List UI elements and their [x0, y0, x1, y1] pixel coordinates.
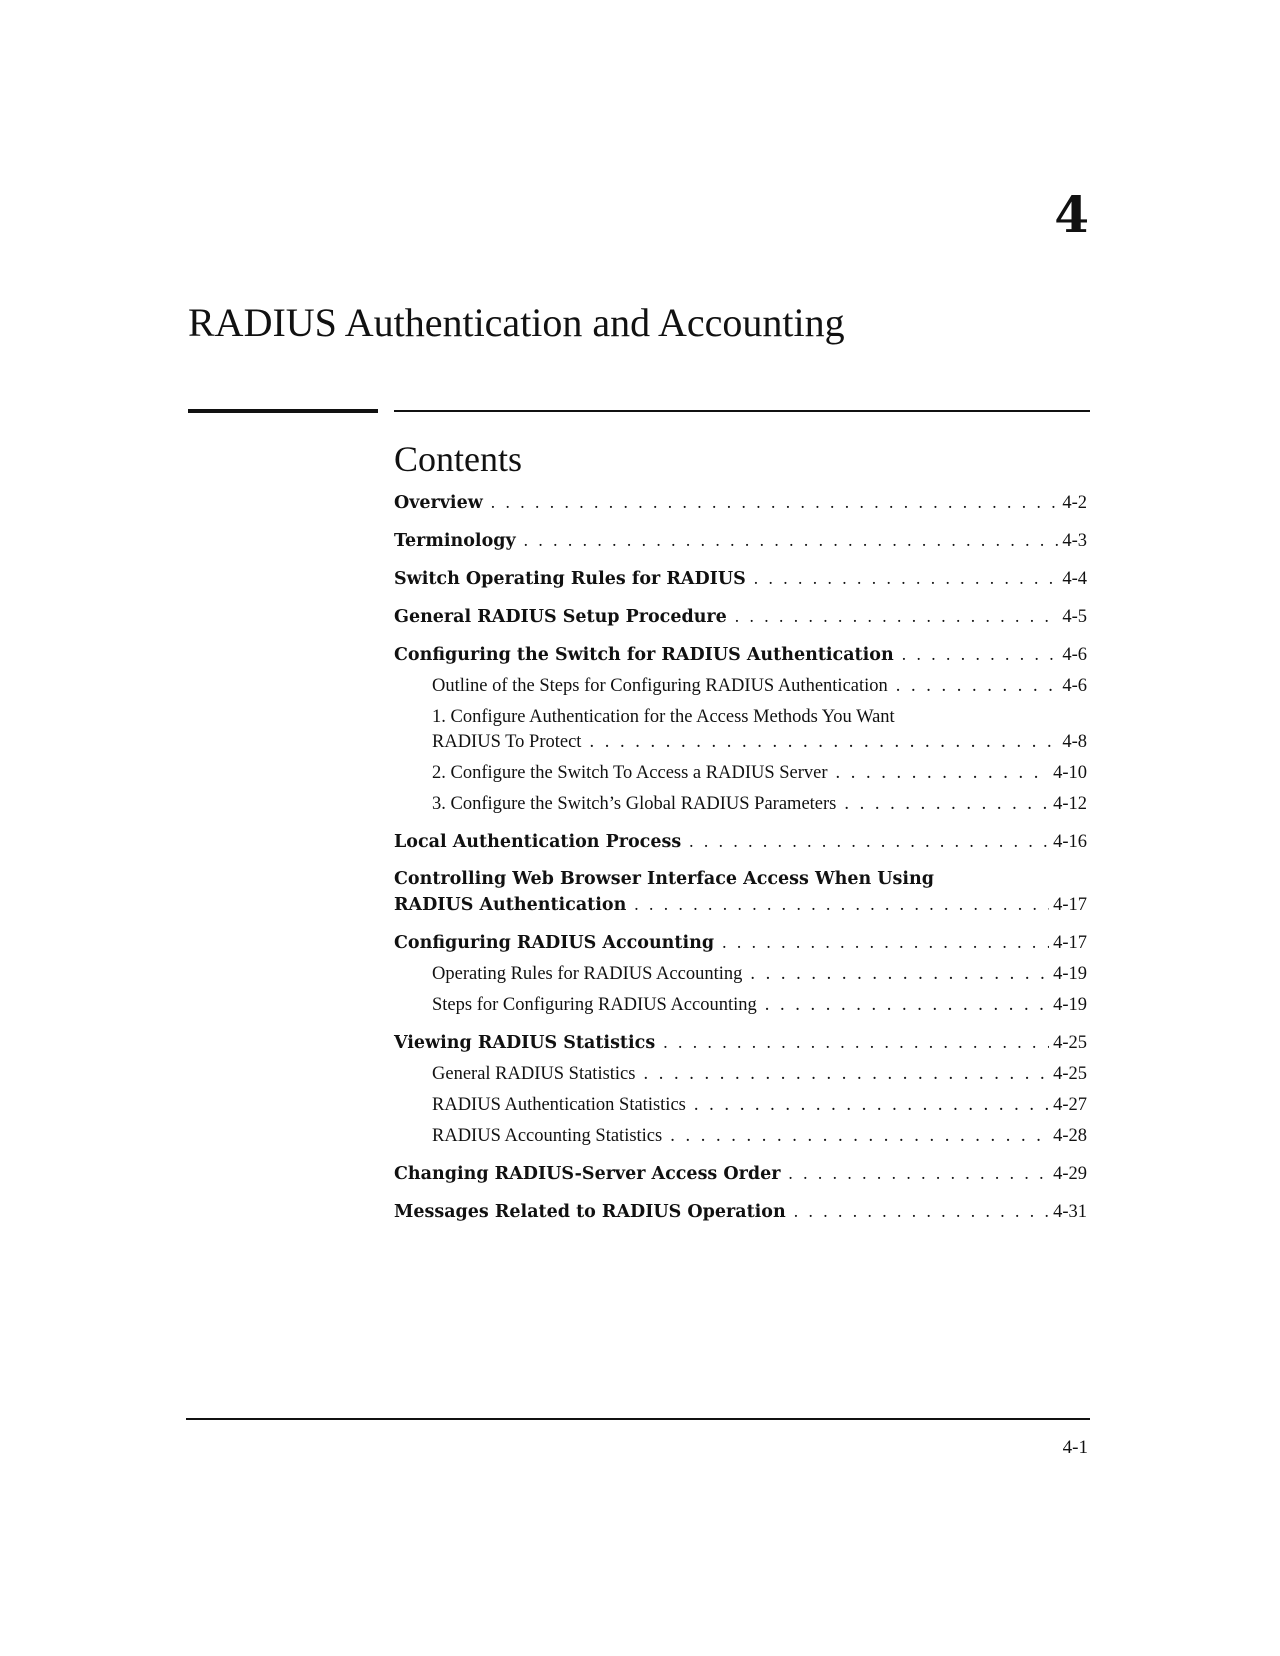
toc-entry-text: 3. Configure the Switch’s Global RADIUS Parameters: [432, 794, 837, 814]
toc-subentry[interactable]: [394, 761, 1087, 786]
toc-page: 4-10: [1053, 763, 1087, 783]
toc-entry-text-line1: Controlling Web Browser Interface Access When Using: [394, 869, 934, 889]
toc-entry[interactable]: [394, 528, 1087, 554]
toc-subentry[interactable]: [394, 674, 1087, 699]
toc-leader: [670, 1124, 1049, 1149]
toc-entry-text: Configuring RADIUS Accounting: [394, 933, 715, 953]
toc-entry-text: Steps for Configuring RADIUS Accounting: [432, 995, 757, 1015]
toc-entry-text: Operating Rules for RADIUS Accounting: [432, 964, 743, 984]
toc-page: 4-27: [1053, 1095, 1087, 1115]
toc-page: 4-19: [1053, 995, 1087, 1015]
toc-leader: [750, 962, 1049, 987]
toc-subentry[interactable]: [394, 962, 1087, 987]
toc-page: 4-28: [1053, 1126, 1087, 1146]
toc-leader: [902, 642, 1059, 667]
toc-leader: [735, 604, 1059, 629]
toc-leader: [524, 528, 1059, 553]
toc-leader: [491, 490, 1059, 515]
toc-leader: [836, 761, 1050, 786]
footer-rule: [186, 1418, 1090, 1420]
table-of-contents: [394, 490, 1087, 1225]
page-number: 4-1: [1062, 1437, 1088, 1458]
chapter-number: 4: [1054, 185, 1089, 244]
toc-subentry[interactable]: [394, 1062, 1087, 1087]
toc-entry[interactable]: [394, 867, 1087, 918]
toc-entry-text: Outline of the Steps for Configuring RADIUS Authentication: [432, 676, 888, 696]
title-rule-left: [188, 409, 378, 413]
title-rule-right: [394, 410, 1090, 412]
toc-entry-text: Configuring the Switch for RADIUS Authentication: [394, 645, 894, 665]
toc-entry[interactable]: [394, 604, 1087, 630]
toc-entry-text: 2. Configure the Switch To Access a RADIUS Server: [432, 763, 828, 783]
toc-leader: [788, 1161, 1049, 1186]
toc-page: 4-16: [1053, 832, 1087, 852]
toc-entry-text: RADIUS Accounting Statistics: [432, 1126, 663, 1146]
toc-page: 4-6: [1062, 676, 1087, 696]
toc-leader: [694, 1093, 1049, 1118]
toc-leader: [689, 829, 1049, 854]
toc-page: 4-17: [1053, 895, 1087, 915]
contents-heading: Contents: [394, 439, 523, 479]
toc-page: 4-5: [1062, 607, 1087, 627]
toc-page: 4-6: [1062, 645, 1087, 665]
toc-page: 4-25: [1053, 1064, 1087, 1084]
toc-subentry[interactable]: [394, 705, 1087, 755]
toc-subentry[interactable]: [394, 1124, 1087, 1149]
toc-entry-text: Overview: [394, 493, 483, 513]
toc-entry[interactable]: [394, 1030, 1087, 1056]
toc-entry[interactable]: [394, 642, 1087, 668]
toc-page: 4-12: [1053, 794, 1087, 814]
toc-entry-text: General RADIUS Statistics: [432, 1064, 636, 1084]
toc-page: 4-3: [1062, 531, 1087, 551]
toc-page: 4-25: [1053, 1033, 1087, 1053]
toc-entry-text: RADIUS To Protect: [432, 732, 582, 752]
chapter-title: RADIUS Authentication and Accounting: [188, 300, 845, 345]
toc-leader: [589, 730, 1058, 755]
toc-entry-text: Terminology: [394, 531, 516, 551]
toc-leader: [896, 674, 1059, 699]
toc-entry[interactable]: [394, 566, 1087, 592]
toc-page: 4-2: [1062, 493, 1087, 513]
toc-page: 4-31: [1053, 1202, 1087, 1222]
toc-subentry[interactable]: [394, 993, 1087, 1018]
toc-leader: [754, 566, 1059, 591]
toc-leader: [634, 892, 1049, 917]
toc-page: 4-19: [1053, 964, 1087, 984]
toc-page: 4-17: [1053, 933, 1087, 953]
toc-entry[interactable]: [394, 829, 1087, 855]
toc-entry-text: Switch Operating Rules for RADIUS: [394, 569, 746, 589]
toc-leader: [722, 930, 1049, 955]
toc-entry[interactable]: [394, 930, 1087, 956]
toc-leader: [794, 1199, 1049, 1224]
toc-leader: [663, 1030, 1049, 1055]
toc-entry[interactable]: [394, 490, 1087, 516]
toc-entry-text: Viewing RADIUS Statistics: [394, 1033, 656, 1053]
toc-entry-text: General RADIUS Setup Procedure: [394, 607, 727, 627]
toc-entry-text-line1: 1. Configure Authentication for the Access Methods You Want: [432, 707, 895, 727]
toc-page: 4-8: [1062, 732, 1087, 752]
toc-entry-text: RADIUS Authentication Statistics: [432, 1095, 686, 1115]
toc-page: 4-4: [1062, 569, 1087, 589]
toc-entry[interactable]: [394, 1161, 1087, 1187]
toc-subentry[interactable]: [394, 1093, 1087, 1118]
toc-leader: [765, 993, 1049, 1018]
toc-leader: [844, 792, 1049, 817]
toc-leader: [643, 1062, 1049, 1087]
toc-entry-text: RADIUS Authentication: [394, 895, 627, 915]
toc-entry-text: Changing RADIUS-Server Access Order: [394, 1164, 781, 1184]
toc-page: 4-29: [1053, 1164, 1087, 1184]
toc-entry[interactable]: [394, 1199, 1087, 1225]
toc-entry-text: Messages Related to RADIUS Operation: [394, 1202, 786, 1222]
toc-subentry[interactable]: [394, 792, 1087, 817]
toc-entry-text: Local Authentication Process: [394, 832, 682, 852]
